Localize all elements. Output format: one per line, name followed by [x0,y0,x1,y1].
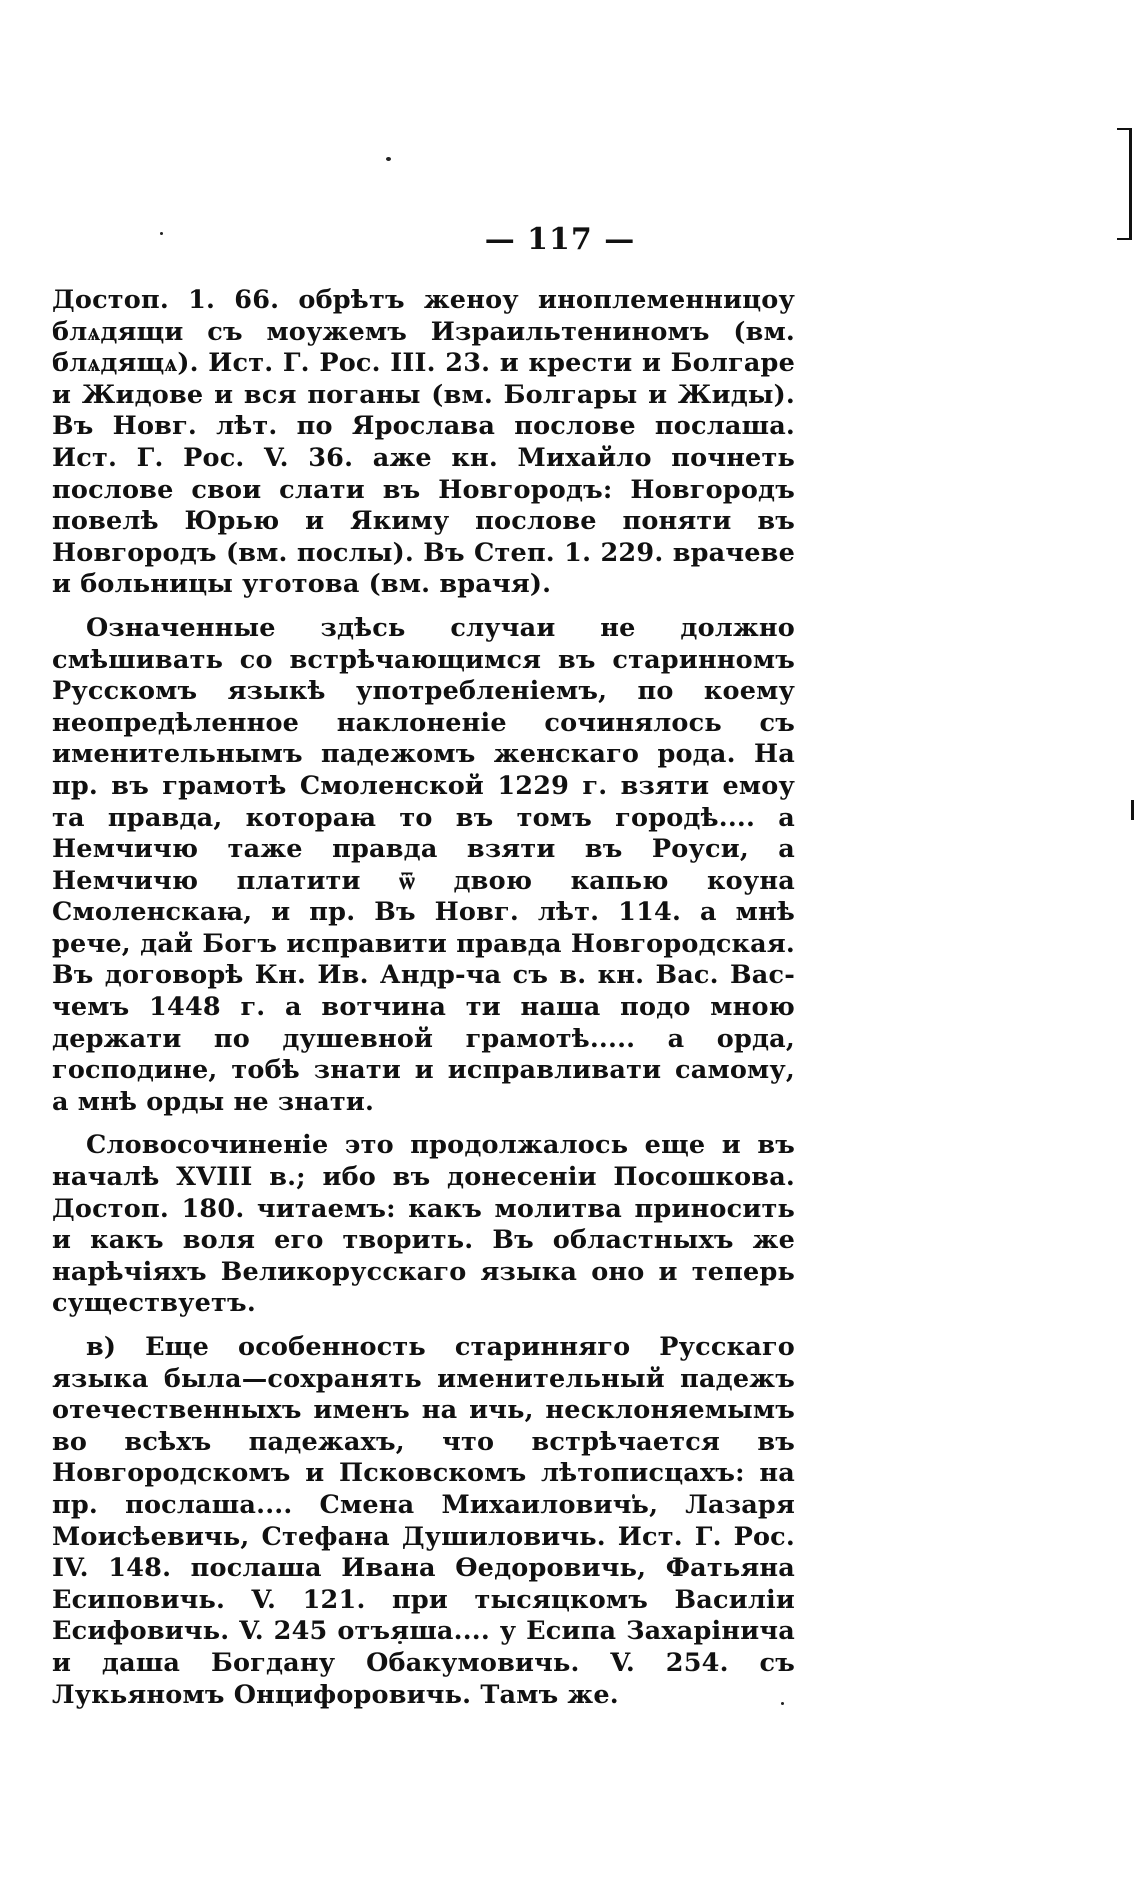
page-number: — 117 — [484,222,636,257]
paragraph-1: Достоп. 1. 66. обрѣтъ женоу иноплеменницоу блѧдящи съ моужемъ Израильтениномъ (вм. блѧдящѧ). Ист. Г. Рос. III. 23. и крести и Болгаре и Жидове и вся поганы (вм. Болгары и Жиды). Въ Новг. лѣт. по Ярослава послове послаша. Ист. Г. Рос. V. 36. аже кн. Михайло почнеть послове свои слати въ Новгородъ: Новгородъ повелѣ Юрью и Якиму послове поняти въ Новгородъ (вм. послы). Въ Степ. 1. 229. врачеве и больницы уготова (вм. врачя). [52,285,795,600]
paragraph-2: Означенные здѣсь случаи не должно смѣшивать со встрѣчающимся въ старинномъ Русскомъ языкѣ употребленіемъ, по коему неопредѣленное наклоненіе сочинялось съ именительнымъ падежомъ женскаго рода. На пр. въ грамотѣ Смоленской 1229 г. взяти емоу та правда, котораꙗ то въ томъ городѣ.... а Немчичю таже правда взяти въ Роуси, а Немчичю платити ѿ двою капью коуна Смоленскаꙗ, и пр. Въ Новг. лѣт. 114. а мнѣ рече, дай Богъ исправити правда Новгородская. Въ договорѣ Кн. Ив. Андр-ча съ в. кн. Вас. Вас-чемъ 1448 г. а вотчина ти наша подо мною держати по душевной грамотѣ..... а орда, господине, тобѣ знати и исправливати самому, а мнѣ орды не знати. [52,612,795,1117]
paragraph-3: Словосочиненіе это продолжалось еще и въ началѣ XVIII в.; ибо въ донесеніи Посошкова. Достоп. 180. читаемъ: какъ молитва приносить и какъ воля его творить. Въ областныхъ же нарѣчіяхъ Великорусскаго языка оно и теперь существуетъ. [52,1130,795,1319]
body-text [52,285,795,1723]
paragraph-4: в) Еще особенность старинняго Русскаго языка была—сохранять именительный падежъ отечественныхъ именъ на ичь, несклоняемымъ во всѣхъ падежахъ, что встрѣчается въ Новгородскомъ и Псковскомъ лѣтописцахъ: на пр. послаша.... Смена Михаиловичь, Лазаря Моисѣевичь, Стефана Душиловичь. Ист. Г. Рос. IV. 148. послаша Ивана Ѳедоровичь, Фатьяна Есиповичь. V. 121. при тысяцкомъ Василіи Есифовичь. V. 245 отъяша.... у Есипа Захарінича и даша Богдану Обакумовичь. V. 254. съ Лукьяномъ Онцифоровичь. Тамъ же. [52,1332,795,1710]
scan-speck [386,157,391,161]
page-edge-mark [1131,800,1134,820]
